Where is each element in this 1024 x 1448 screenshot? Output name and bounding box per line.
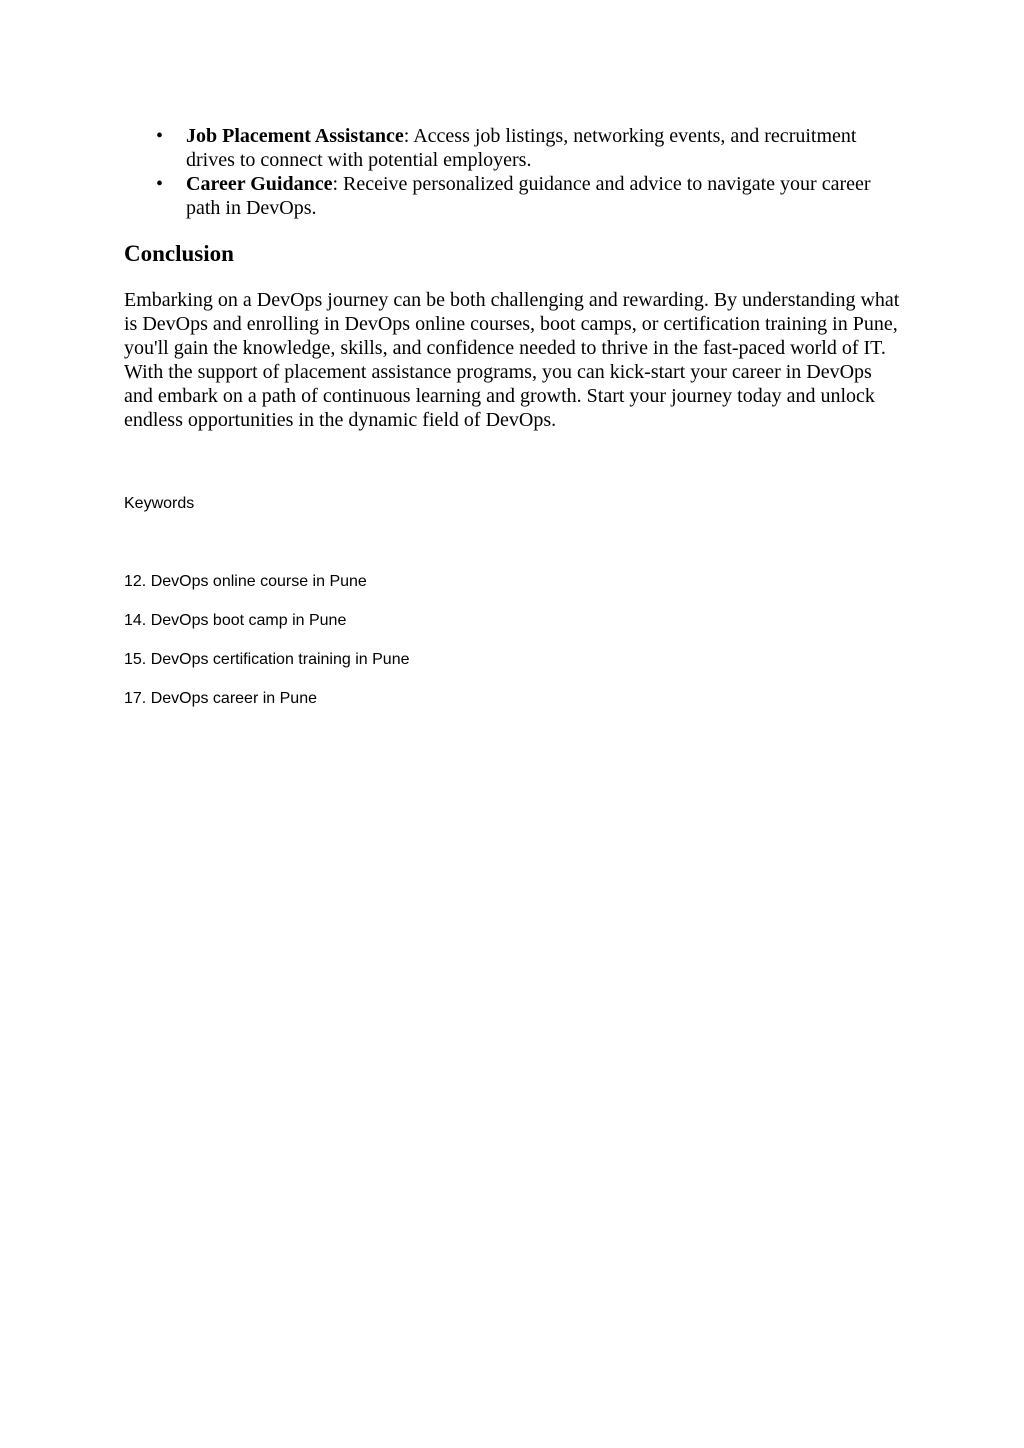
bullet-dot-icon: • xyxy=(156,173,164,195)
bullet-item-career-guidance xyxy=(124,172,900,220)
keywords-label: Keywords xyxy=(124,495,195,512)
keyword-item: 14. DevOps boot camp in Pune xyxy=(124,612,347,629)
bullet-term: Job Placement Assistance xyxy=(186,125,404,147)
benefits-bullet-list xyxy=(124,124,900,220)
keyword-item: 12. DevOps online course in Pune xyxy=(124,573,367,590)
keyword-item: 17. DevOps career in Pune xyxy=(124,690,317,707)
bullet-term: Career Guidance xyxy=(186,173,333,195)
conclusion-heading: Conclusion xyxy=(124,241,234,266)
page-content xyxy=(124,124,900,728)
bullet-text: : Receive personalized guidance and advice to navigate your career path in DevOps. xyxy=(186,173,871,219)
bullet-dot-icon: • xyxy=(156,125,164,147)
keyword-list xyxy=(124,572,900,709)
bullet-item-job-placement xyxy=(124,124,900,172)
keyword-item: 15. DevOps certification training in Pune xyxy=(124,651,410,668)
bullet-text: : Access job listings, networking events, and recruitment drives to connect with potential employers. xyxy=(186,125,857,171)
conclusion-paragraph: Embarking on a DevOps journey can be both challenging and rewarding. By understanding what is DevOps and enrolling in DevOps online courses, boot camps, or certification training in Pune, you'll gain the knowledge, skills, and confidence needed to thrive in the fast-paced world of IT. With the support of placement assistance programs, you can kick-start your career in DevOps and embark on a path of continuous learning and growth. Start your journey today and unlock endless opportunities in the dynamic field of DevOps. xyxy=(124,289,900,431)
